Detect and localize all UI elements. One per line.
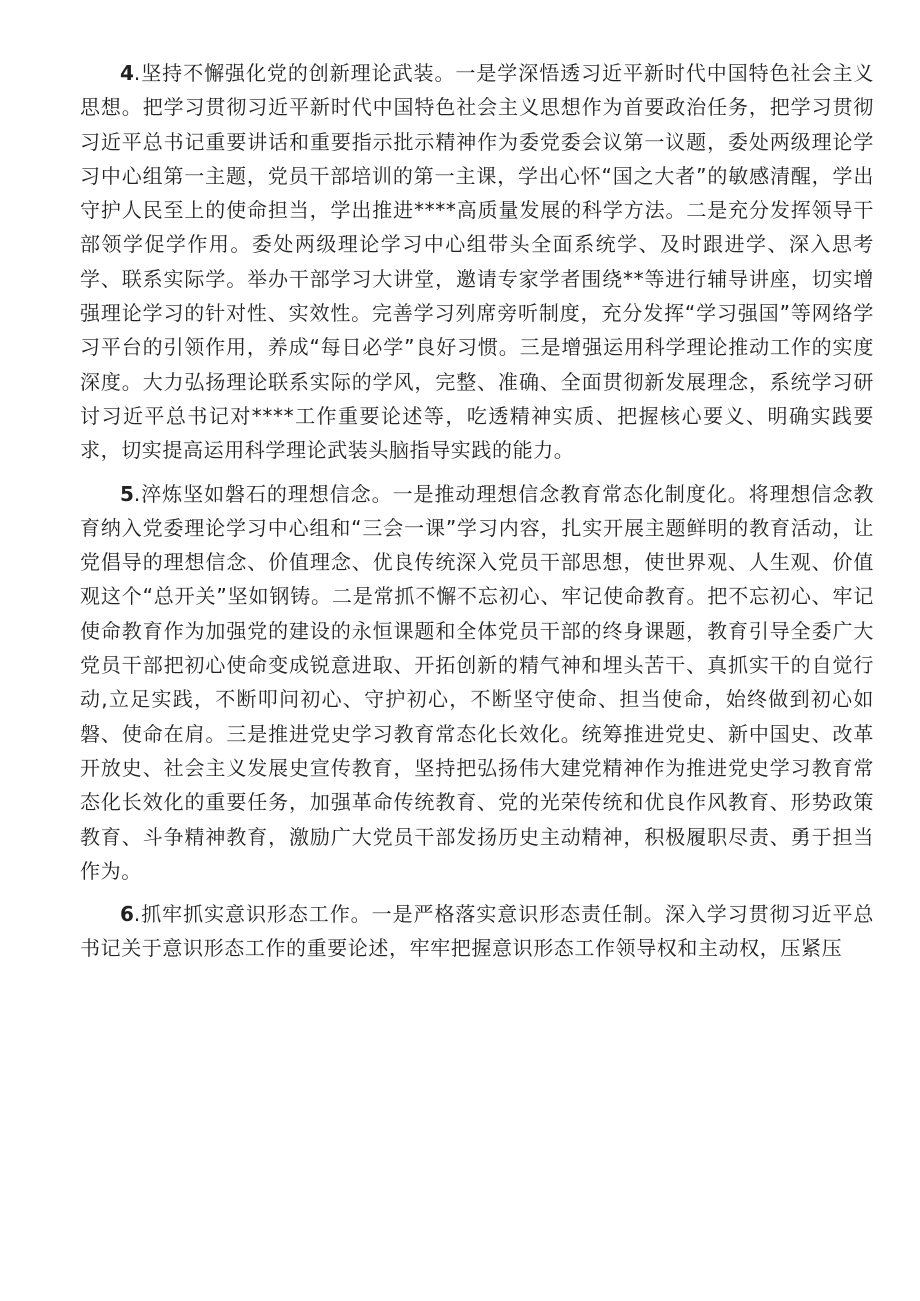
paragraph-6 (80, 897, 874, 966)
paragraph-number: 6 (120, 902, 134, 927)
paragraph-text: .坚持不懈强化党的创新理论武装。一是学深悟透习近平新时代中国特色社会主义思想。把学习贯彻习近平新时代中国特色社会主义思想作为首要政治任务，把学习贯彻习近平总书记重要讲话和重要指示批示精神作为委党委会议第一议题，委处两级理论学习中心组第一主题，党员干部培训的第一主课，学出心怀“国之大者”的敏感清醒，学出守护人民至上的使命担当，学出推进****高质量发展的科学方法。二是充分发挥领导干部领学促学作用。委处两级理论学习中心组带头全面系统学、及时跟进学、深入思考学、联系实际学。举办干部学习大讲堂，邀请专家学者围绕**等进行辅导讲座，切实增强理论学习的针对性、实效性。完善学习列席旁听制度，充分发挥“学习强国”等网络学习平台的引领作用，养成“每日必学”良好习惯。三是增强运用科学理论推动工作的实度深度。大力弘扬理论联系实际的学风，完整、准确、全面贯彻新发展理念，系统学习研讨习近平总书记对****工作重要论述等，吃透精神实质、把握核心要义、明确实践要求，切实提高运用科学理论武装头脑指导实践的能力。 (80, 61, 874, 463)
paragraph-text: .淬炼坚如磐石的理想信念。一是推动理想信念教育常态化制度化。将理想信念教育纳入党委理论学习中心组和“三会一课”学习内容，扎实开展主题鲜明的教育活动，让党倡导的理想信念、价值理念、优良传统深入党员干部思想，使世界观、人生观、价值观这个“总开关”坚如钢铸。二是常抓不懈不忘初心、牢记使命教育。把不忘初心、牢记使命教育作为加强党的建设的永恒课题和全体党员干部的终身课题，教育引导全委广大党员干部把初心使命变成锐意进取、开拓创新的精气神和埋头苦干、真抓实干的自觉行动,立足实践，不断叩问初心、守护初心，不断坚守使命、担当使命，始终做到初心如磐、使命在肩。三是推进党史学习教育常态化长效化。统筹推进党史、新中国史、改革开放史、社会主义发展史宣传教育，坚持把弘扬伟大建党精神作为推进党史学习教育常态化长效化的重要任务，加强革命传统教育、党的光荣传统和优良作风教育、形势政策教育、斗争精神教育，激励广大党员干部发扬历史主动精神，积极履职尽责、勇于担当作为。 (80, 481, 874, 883)
paragraph-number: 4 (120, 61, 134, 85)
paragraph-5 (80, 477, 874, 889)
paragraph-text: .抓牢抓实意识形态工作。一是严格落实意识形态责任制。深入学习贯彻习近平总书记关于意识形态工作的重要论述，牢牢把握意识形态工作领导权和主动权，压紧压 (80, 902, 874, 961)
paragraph-4 (80, 56, 874, 468)
paragraph-number: 5 (120, 481, 134, 506)
